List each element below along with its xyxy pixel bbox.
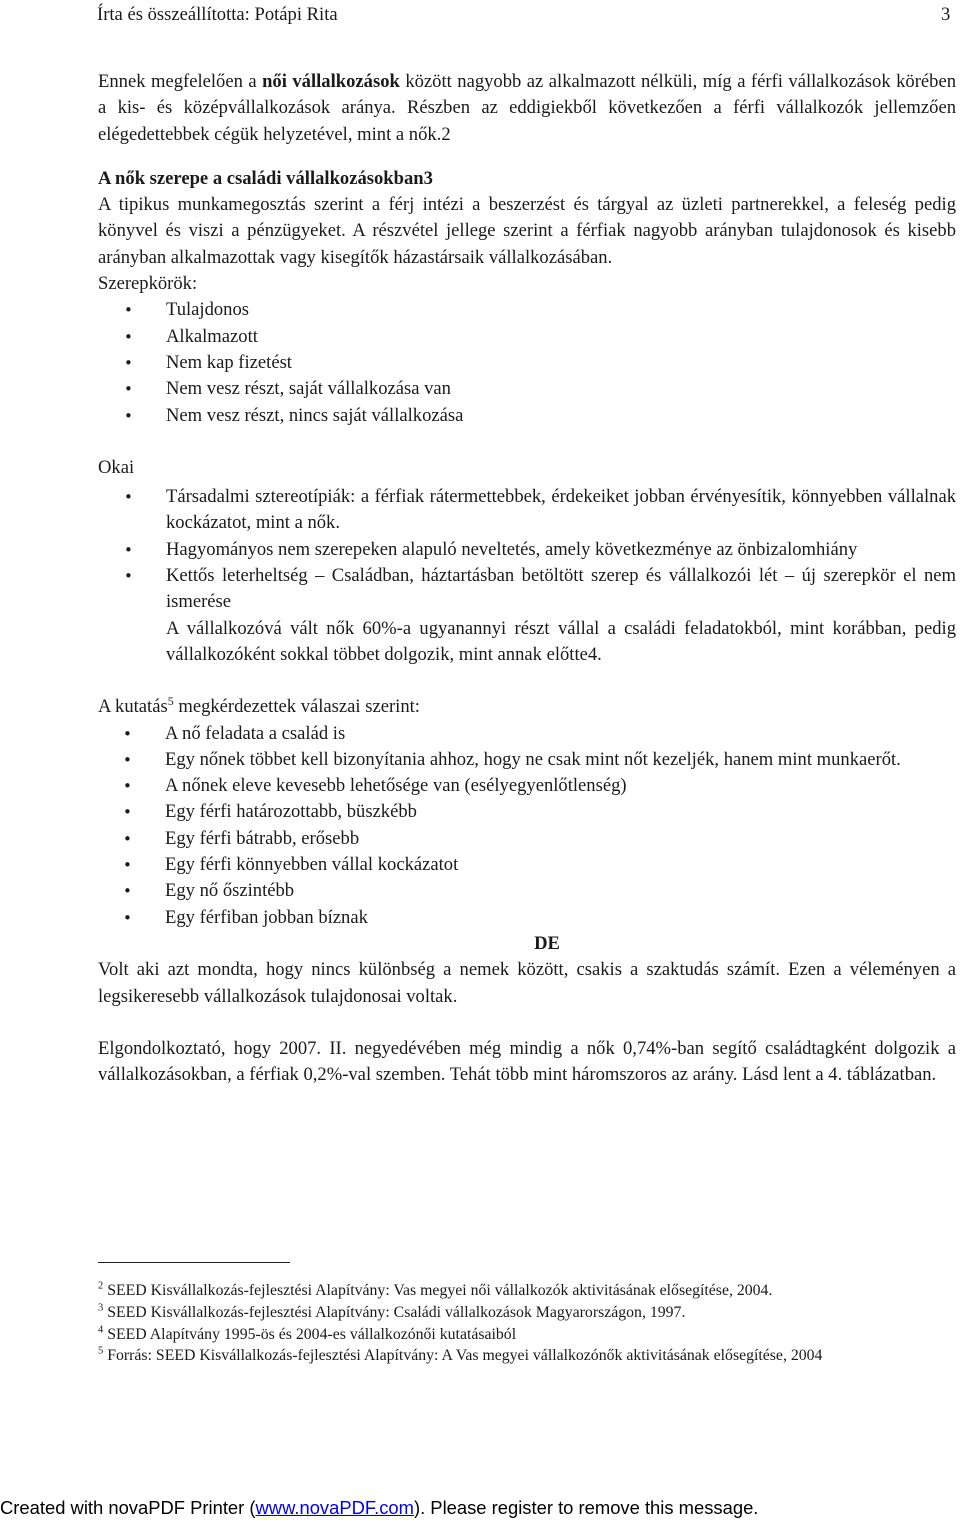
list-item: • Tulajdonos — [98, 297, 956, 323]
roles-list — [98, 297, 956, 428]
page-header-author: Írta és összeállította: Potápi Rita — [97, 4, 338, 25]
research-label-text-2: megkérdezettek válaszai szerint: — [173, 696, 420, 718]
footnote-number: 2 — [98, 1280, 104, 1292]
research-label — [98, 694, 956, 720]
list-item: • A nő feladata a család is — [97, 721, 956, 747]
list-item: • Nem vesz részt, saját vállalkozása van — [98, 376, 956, 402]
list-item: • Hagyományos nem szerepeken alapuló neveltetés, amely következménye az önbizalomhiány — [98, 537, 956, 563]
footnote-number: 3 — [98, 1302, 104, 1314]
causes-label: Okai — [98, 456, 135, 478]
intro-bold-term: női vállalkozások — [262, 71, 400, 92]
de-heading: DE — [534, 932, 560, 954]
list-item: • Társadalmi sztereotípiák: a férfiak rátermettebbek, érdekeiket jobban érvényesítik, könnyebben vállalnak kockázatot, mint a nők. — [98, 484, 956, 537]
intro-text-1: Ennek megfelelően a — [98, 71, 263, 92]
list-item: • Kettős leterheltség – Családban, háztartásban betöltött szerep és vállalkozói lét – új szerepkör el nem ismerése — [98, 563, 956, 616]
list-item: • Nem vesz részt, nincs saját vállalkozása — [98, 403, 956, 429]
footnotes — [98, 1280, 928, 1367]
footnote-text: SEED Alapítvány 1995-ös és 2004-es vállalkozónői kutatásaiból — [107, 1325, 517, 1343]
novapdf-link[interactable]: www.novaPDF.com — [255, 1497, 414, 1518]
roles-label: Szerepkörök: — [98, 273, 198, 295]
list-item: • Alkalmazott — [98, 324, 956, 350]
list-item: • Egy férfi bátrabb, erősebb — [97, 826, 956, 852]
footnote-text: SEED Kisvállalkozás-fejlesztési Alapítvány: Vas megyei női vállalkozók aktivitásának elősegítése, 2004. — [107, 1282, 773, 1299]
list-item: • Egy férfi határozottabb, büszkébb — [97, 799, 956, 825]
section-paragraph: A tipikus munkamegosztás szerint a férj intézi a beszerzést és tárgyal az üzleti partnerekkel, a feleség pedig könyvel és viszi a pénzügyeket. A részvétel jellege szerint a férfiak nagyobb arányban tulajdonosok és kisebb arányban alkalmazottak vagy kisegítők házastársaik vállalkozásában. — [98, 194, 956, 268]
causes-continuation: A vállalkozóvá vált nők 60%-a ugyanannyi részt vállal a családi feladatokból, mint korábban, pedig vállalkozóként sokkal többet dolgozik, mint annak előtte4. — [166, 617, 956, 665]
footnote-number: 4 — [98, 1324, 104, 1336]
intro-paragraph — [98, 69, 956, 148]
footnote-separator — [98, 1262, 290, 1263]
footnote — [98, 1280, 928, 1302]
footnote — [98, 1345, 928, 1367]
list-item: • A nőnek eleve kevesebb lehetősége van (esélyegyenlőtlenség) — [97, 773, 956, 799]
footnote-number: 5 — [98, 1346, 104, 1358]
de-paragraph: Volt aki azt mondta, hogy nincs különbség a nemek között, csakis a szaktudás számít. Ezen a véleményen a legsikeresebb vállalkozások tulajdonosai voltak. — [98, 959, 956, 1007]
list-item: • Egy férfiban jobban bíznak — [97, 905, 956, 931]
research-label-text: A kutatás — [98, 696, 168, 718]
research-list — [97, 721, 956, 931]
watermark-text: Created with novaPDF Printer ( — [0, 1497, 256, 1518]
footnote-text: SEED Kisvállalkozás-fejlesztési Alapítvány: Családi vállalkozások Magyarországon, 1997. — [107, 1303, 686, 1321]
list-item: • Egy nő őszintébb — [97, 878, 956, 904]
list-item: • Nem kap fizetést — [98, 350, 956, 376]
intro-text-2: között nagyobb az alkalmazott nélküli, míg a férfi vállalkozások körében a kis- és középvállalkozások aránya. Részben az eddigiekből következően a férfi vállalkozók jellemzően elégedettebbek cégük helyzetével, mint a nők.2 — [98, 71, 956, 145]
footnote-ref: 5 — [167, 694, 174, 709]
footnote — [98, 1302, 928, 1324]
watermark-text-2: ). Please register to remove this message. — [413, 1497, 759, 1518]
list-item: • Egy nőnek többet kell bizonyítania ahhoz, hogy ne csak mint nőt kezeljék, hanem mint munkaerőt. — [97, 747, 956, 773]
footnote — [98, 1324, 928, 1346]
causes-list — [98, 484, 956, 615]
closing-paragraph: Elgondolkoztató, hogy 2007. II. negyedévében még mindig a nők 0,74%-ban segítő családtagként dolgozik a vállalkozásokban, a férfiak 0,2%-val szemben. Tehát több mint háromszoros az arány. Lásd lent a 4. táblázatban. — [98, 1037, 956, 1086]
footnote-text: Forrás: SEED Kisvállalkozás-fejlesztési Alapítvány: A Vas megyei vállalkozónők aktivitásának elősegítése, 2004 — [107, 1347, 823, 1365]
section-title: A nők szerepe a családi vállalkozásokban3 — [98, 167, 433, 189]
list-item: • Egy férfi könnyebben vállal kockázatot — [97, 852, 956, 878]
page-content — [98, 69, 956, 1088]
page-number: 3 — [941, 4, 951, 25]
novapdf-watermark — [0, 1497, 758, 1519]
